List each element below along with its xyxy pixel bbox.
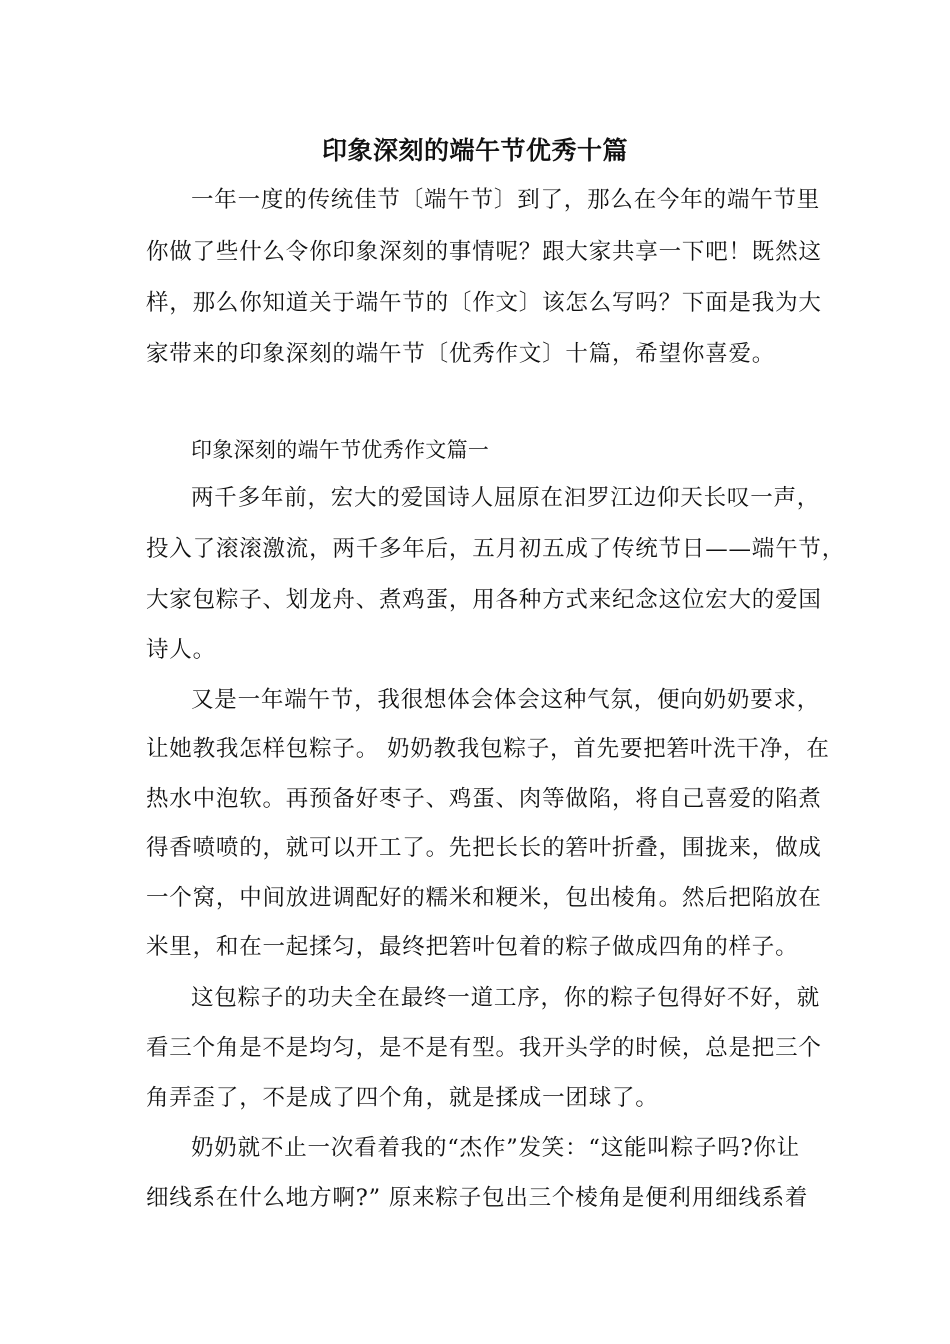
body-line-11: 这包粽子的功夫全在最终一道工序，你的粽子包得好不好，就 <box>191 985 821 1011</box>
intro-line-3: 样，那么你知道关于端午节的〔作文〕该怎么写吗？下面是我为大 <box>146 290 822 316</box>
intro-line-2: 你做了些什么令你印象深刻的事情呢？跟大家共享一下吧！既然这 <box>146 239 822 265</box>
body-line-8: 得香喷喷的，就可以开工了。先把长长的箬叶折叠，围拢来，做成 <box>146 835 822 861</box>
body-line-10: 米里，和在一起揉匀，最终把箬叶包着的粽子做成四角的样子。 <box>146 934 799 960</box>
body-line-13: 角弄歪了，不是成了四个角，就是揉成一团球了。 <box>146 1085 659 1111</box>
body-line-14: 奶奶就不止一次看着我的“杰作”发笑：“这能叫粽子吗?你让 <box>191 1135 800 1161</box>
body-line-5: 又是一年端午节，我很想体会体会这种气氛，便向奶奶要求， <box>191 687 821 713</box>
section-heading: 印象深刻的端午节优秀作文篇一 <box>191 438 490 462</box>
body-line-12: 看三个角是不是均匀，是不是有型。我开头学的时候，总是把三个 <box>146 1035 822 1061</box>
body-line-9: 一个窝，中间放进调配好的糯米和粳米，包出棱角。然后把陷放在 <box>146 885 822 911</box>
body-line-1: 两千多年前，宏大的爱国诗人屈原在汩罗江边仰天长叹一声， <box>191 485 821 511</box>
body-line-7: 热水中泡软。再预备好枣子、鸡蛋、肉等做陷，将自己喜爱的陷煮 <box>146 786 822 812</box>
intro-line-1: 一年一度的传统佳节〔端午节〕到了，那么在今年的端午节里 <box>191 187 821 213</box>
body-line-3: 大家包粽子、划龙舟、煮鸡蛋，用各种方式来纪念这位宏大的爱国 <box>146 587 822 613</box>
body-line-6: 让她教我怎样包粽子。 奶奶教我包粽子，首先要把箬叶洗干净，在 <box>146 736 830 762</box>
body-line-2: 投入了滚滚激流，两千多年后，五月初五成了传统节日——端午节， <box>146 536 846 562</box>
body-line-15: 细线系在什么地方啊?” 原来粽子包出三个棱角是便利用细线系着 <box>146 1185 809 1211</box>
body-line-4: 诗人。 <box>146 637 216 663</box>
document-title: 印象深刻的端午节优秀十篇 <box>321 136 628 165</box>
intro-line-4: 家带来的印象深刻的端午节〔优秀作文〕十篇，希望你喜爱。 <box>146 341 776 367</box>
